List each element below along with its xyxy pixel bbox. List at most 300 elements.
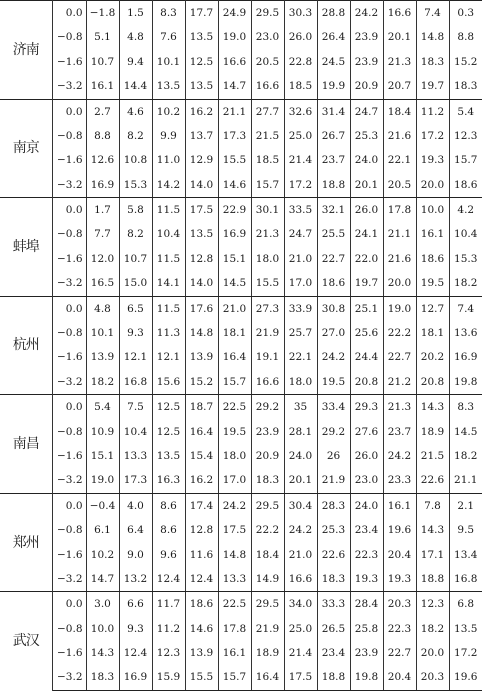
temperature-cell: 15.2 (449, 50, 482, 74)
temperature-cell: 15.1 (218, 247, 251, 271)
depth-label: −3.2 (52, 74, 86, 99)
temperature-cell: 24.4 (350, 345, 383, 369)
temperature-cell: 31.4 (317, 99, 350, 124)
temperature-cell: 8.2 (119, 124, 152, 148)
temperature-cell: 17.2 (449, 641, 482, 665)
table-row (0, 493, 482, 518)
table-body (0, 1, 482, 691)
temperature-cell: 16.6 (383, 1, 416, 26)
temperature-cell: 24.2 (284, 518, 317, 542)
table-row (0, 25, 482, 49)
temperature-cell: 21.5 (251, 124, 284, 148)
temperature-cell: 16.9 (119, 666, 152, 691)
temperature-cell: 28.8 (317, 1, 350, 26)
temperature-cell: 27.3 (251, 296, 284, 321)
temperature-cell: 17.2 (416, 124, 449, 148)
temperature-cell: 18.3 (317, 567, 350, 592)
depth-label: −1.6 (52, 543, 86, 567)
temperature-cell: 18.1 (416, 321, 449, 345)
temperature-cell: 12.5 (152, 395, 185, 420)
temperature-cell: 13.5 (152, 444, 185, 468)
temperature-cell: 18.7 (185, 395, 218, 420)
temperature-cell: 6.1 (86, 518, 119, 542)
temperature-cell: 11.5 (152, 296, 185, 321)
temperature-cell: 19.0 (86, 468, 119, 493)
table-row (0, 124, 482, 148)
temperature-cell: 13.4 (449, 543, 482, 567)
depth-label: 0.0 (52, 198, 86, 223)
temperature-cell: 20.4 (383, 543, 416, 567)
temperature-cell: 22.2 (383, 321, 416, 345)
temperature-cell: 15.5 (185, 666, 218, 691)
temperature-cell: 17.3 (119, 468, 152, 493)
temperature-cell: 12.3 (449, 124, 482, 148)
temperature-cell: 13.2 (119, 567, 152, 592)
depth-label: −1.6 (52, 148, 86, 172)
temperature-cell: 16.4 (251, 666, 284, 691)
temperature-cell: 29.5 (251, 1, 284, 26)
temperature-cell: 18.0 (218, 444, 251, 468)
temperature-cell: 16.6 (251, 74, 284, 99)
table-row (0, 198, 482, 223)
temperature-cell: 28.1 (284, 420, 317, 444)
temperature-cell: 16.3 (152, 468, 185, 493)
temperature-cell: 20.1 (284, 468, 317, 493)
temperature-cell: 30.3 (284, 1, 317, 26)
temperature-cell: 13.3 (119, 444, 152, 468)
temperature-cell: 15.7 (449, 148, 482, 172)
temperature-cell: 19.7 (350, 271, 383, 296)
temperature-cell: 15.9 (152, 666, 185, 691)
temperature-cell: 24.1 (350, 223, 383, 247)
temperature-cell: 27.7 (251, 99, 284, 124)
temperature-cell: 30.4 (284, 493, 317, 518)
depth-label: 0.0 (52, 395, 86, 420)
temperature-cell: 18.6 (416, 247, 449, 271)
temperature-cell: 18.2 (416, 617, 449, 641)
temperature-cell: 23.7 (383, 420, 416, 444)
temperature-cell: 15.5 (251, 271, 284, 296)
temperature-cell: 19.8 (350, 666, 383, 691)
temperature-cell: 10.7 (119, 247, 152, 271)
temperature-cell: 22.3 (350, 543, 383, 567)
temperature-cell: 25.6 (350, 321, 383, 345)
temperature-cell: 8.2 (119, 223, 152, 247)
temperature-cell: 5.1 (86, 25, 119, 49)
temperature-cell: 23.4 (317, 641, 350, 665)
temperature-cell: 7.6 (152, 25, 185, 49)
temperature-cell: 9.3 (119, 617, 152, 641)
temperature-cell: 4.0 (119, 493, 152, 518)
temperature-cell: 20.3 (383, 592, 416, 617)
temperature-cell: 18.4 (251, 543, 284, 567)
temperature-cell: 14.3 (416, 518, 449, 542)
temperature-cell: 10.8 (119, 148, 152, 172)
temperature-cell: 29.3 (350, 395, 383, 420)
temperature-cell: 30.8 (317, 296, 350, 321)
temperature-cell: 22.8 (284, 50, 317, 74)
temperature-cell: 19.9 (317, 74, 350, 99)
temperature-cell: 12.4 (152, 567, 185, 592)
temperature-cell: 9.6 (152, 543, 185, 567)
temperature-cell: 32.1 (317, 198, 350, 223)
temperature-cell: 14.3 (416, 395, 449, 420)
temperature-cell: 24.7 (284, 223, 317, 247)
temperature-cell: 15.3 (119, 173, 152, 198)
temperature-cell: 26 (317, 444, 350, 468)
temperature-cell: 15.5 (218, 148, 251, 172)
temperature-cell: 13.9 (185, 641, 218, 665)
depth-label: 0.0 (52, 1, 86, 26)
temperature-cell: 1.7 (86, 198, 119, 223)
temperature-cell: 23.3 (383, 468, 416, 493)
temperature-cell: 16.6 (251, 370, 284, 395)
temperature-cell: 25.5 (317, 223, 350, 247)
temperature-cell: 17.0 (218, 468, 251, 493)
table-row (0, 99, 482, 124)
depth-label: −1.6 (52, 444, 86, 468)
table-row (0, 395, 482, 420)
temperature-cell: 14.4 (119, 74, 152, 99)
temperature-cell: 19.5 (218, 420, 251, 444)
temperature-cell: 25.7 (284, 321, 317, 345)
temperature-cell: 18.3 (416, 50, 449, 74)
table-row (0, 247, 482, 271)
temperature-cell: 18.3 (251, 468, 284, 493)
temperature-cell: 26.0 (284, 25, 317, 49)
temperature-cell: 24.2 (383, 444, 416, 468)
temperature-cell: 9.0 (119, 543, 152, 567)
temperature-cell: 15.0 (119, 271, 152, 296)
temperature-cell: 35 (284, 395, 317, 420)
temperature-cell: 5.4 (449, 99, 482, 124)
temperature-cell: 10.0 (86, 617, 119, 641)
temperature-cell: 13.9 (185, 345, 218, 369)
table-row (0, 223, 482, 247)
temperature-cell: 12.3 (152, 641, 185, 665)
temperature-cell: 29.2 (251, 395, 284, 420)
temperature-cell: 12.9 (185, 148, 218, 172)
temperature-cell: 23.4 (350, 518, 383, 542)
temperature-cell: 24.9 (218, 1, 251, 26)
temperature-cell: 26.4 (317, 25, 350, 49)
temperature-cell: 12.0 (86, 247, 119, 271)
temperature-cell: 10.1 (86, 321, 119, 345)
temperature-cell: 6.5 (119, 296, 152, 321)
temperature-cell: 18.0 (251, 247, 284, 271)
temperature-cell: 20.5 (251, 50, 284, 74)
temperature-cell: 29.2 (317, 420, 350, 444)
temperature-cell: 16.2 (185, 468, 218, 493)
temperature-cell: 4.6 (119, 99, 152, 124)
table-row (0, 271, 482, 296)
city-name: 郑州 (0, 493, 52, 592)
temperature-cell: 23.7 (317, 148, 350, 172)
temperature-cell: 20.9 (251, 444, 284, 468)
depth-label: −0.8 (52, 420, 86, 444)
temperature-cell: 22.0 (350, 247, 383, 271)
city-name: 南京 (0, 99, 52, 198)
temperature-cell: 18.6 (317, 271, 350, 296)
temperature-cell: 4.8 (86, 296, 119, 321)
temperature-cell: 18.6 (449, 173, 482, 198)
temperature-cell: 18.3 (449, 74, 482, 99)
temperature-cell: 19.0 (383, 296, 416, 321)
table-row (0, 420, 482, 444)
temperature-cell: 14.8 (185, 321, 218, 345)
temperature-cell: 16.9 (218, 223, 251, 247)
temperature-cell: 22.9 (218, 198, 251, 223)
temperature-cell: 1.5 (119, 1, 152, 26)
temperature-cell: 18.5 (284, 74, 317, 99)
temperature-cell: 14.7 (86, 567, 119, 592)
temperature-cell: 12.4 (119, 641, 152, 665)
temperature-cell: 22.5 (218, 592, 251, 617)
temperature-cell: 21.3 (383, 50, 416, 74)
temperature-cell: 9.9 (152, 124, 185, 148)
temperature-cell: 10.4 (449, 223, 482, 247)
temperature-cell: 26.0 (350, 198, 383, 223)
temperature-cell: 17.5 (284, 666, 317, 691)
temperature-cell: 23.9 (251, 420, 284, 444)
depth-label: −1.6 (52, 247, 86, 271)
depth-label: −3.2 (52, 370, 86, 395)
temperature-cell: 13.6 (449, 321, 482, 345)
temperature-cell: 11.5 (152, 247, 185, 271)
temperature-cell: 15.3 (449, 247, 482, 271)
temperature-cell: 18.2 (449, 271, 482, 296)
temperature-cell: 15.7 (218, 370, 251, 395)
temperature-cell: 2.1 (449, 493, 482, 518)
temperature-cell: 24.2 (350, 1, 383, 26)
temperature-cell: 17.1 (416, 543, 449, 567)
temperature-cell: 12.7 (416, 296, 449, 321)
temperature-cell: 17.4 (185, 493, 218, 518)
temperature-cell: 19.3 (416, 148, 449, 172)
temperature-cell: 9.5 (449, 518, 482, 542)
temperature-cell: 14.9 (251, 567, 284, 592)
temperature-cell: 24.7 (350, 99, 383, 124)
temperature-cell: 18.4 (383, 99, 416, 124)
temperature-cell: 21.9 (251, 321, 284, 345)
city-name: 武汉 (0, 592, 52, 691)
temperature-cell: 21.9 (251, 617, 284, 641)
depth-label: −1.6 (52, 641, 86, 665)
temperature-cell: 23.0 (251, 25, 284, 49)
city-name: 济南 (0, 1, 52, 100)
temperature-cell: 25.3 (350, 124, 383, 148)
temperature-cell: 7.8 (416, 493, 449, 518)
depth-label: −3.2 (52, 666, 86, 691)
temperature-cell: 11.7 (152, 592, 185, 617)
temperature-cell: 33.4 (317, 395, 350, 420)
temperature-cell: 6.4 (119, 518, 152, 542)
temperature-cell: 19.6 (383, 518, 416, 542)
temperature-cell: 13.7 (185, 124, 218, 148)
temperature-cell: 4.8 (119, 25, 152, 49)
temperature-cell: 10.2 (86, 543, 119, 567)
depth-label: −0.8 (52, 223, 86, 247)
temperature-cell: 20.4 (383, 666, 416, 691)
temperature-cell: 7.5 (119, 395, 152, 420)
depth-label: −0.8 (52, 321, 86, 345)
temperature-cell: 17.6 (185, 296, 218, 321)
temperature-cell: 12.5 (152, 420, 185, 444)
temperature-cell: 16.1 (218, 641, 251, 665)
depth-label: −0.8 (52, 25, 86, 49)
temperature-cell: 19.5 (317, 370, 350, 395)
table-row (0, 617, 482, 641)
temperature-cell: 33.9 (284, 296, 317, 321)
temperature-cell: 29.5 (251, 493, 284, 518)
temperature-cell: 18.0 (284, 370, 317, 395)
temperature-cell: 19.7 (416, 74, 449, 99)
depth-label: −3.2 (52, 468, 86, 493)
table-row (0, 148, 482, 172)
temperature-cell: 6.6 (119, 592, 152, 617)
temperature-cell: 18.3 (86, 666, 119, 691)
temperature-cell: 19.1 (251, 345, 284, 369)
temperature-cell: 21.4 (284, 641, 317, 665)
temperature-cell: 14.0 (185, 173, 218, 198)
temperature-cell: 21.1 (383, 223, 416, 247)
temperature-cell: 20.8 (350, 370, 383, 395)
temperature-cell: 4.2 (449, 198, 482, 223)
temperature-cell: 19.5 (416, 271, 449, 296)
temperature-cell: 21.2 (383, 370, 416, 395)
table-row (0, 641, 482, 665)
temperature-cell: 17.5 (185, 198, 218, 223)
temperature-cell: 14.7 (218, 74, 251, 99)
temperature-cell: 16.4 (218, 345, 251, 369)
depth-label: 0.0 (52, 592, 86, 617)
temperature-cell: 11.5 (152, 198, 185, 223)
city-name: 杭州 (0, 296, 52, 395)
temperature-cell: 16.9 (449, 345, 482, 369)
temperature-cell: 16.8 (449, 567, 482, 592)
temperature-cell: 8.6 (152, 518, 185, 542)
table-row (0, 543, 482, 567)
temperature-cell: 14.8 (218, 543, 251, 567)
temperature-cell: 21.3 (251, 223, 284, 247)
temperature-cell: 25.1 (350, 296, 383, 321)
temperature-cell: 13.5 (152, 74, 185, 99)
temperature-cell: 17.3 (218, 124, 251, 148)
temperature-cell: 19.0 (218, 25, 251, 49)
temperature-cell: 20.1 (383, 25, 416, 49)
temperature-cell: 19.6 (449, 666, 482, 691)
temperature-cell: 32.6 (284, 99, 317, 124)
temperature-cell: 16.2 (185, 99, 218, 124)
temperature-cell: 12.1 (152, 345, 185, 369)
temperature-cell: 16.1 (86, 74, 119, 99)
temperature-cell: 8.3 (152, 1, 185, 26)
temperature-cell: 22.1 (383, 148, 416, 172)
temperature-cell: 24.5 (317, 50, 350, 74)
temperature-cell: 10.7 (86, 50, 119, 74)
temperature-cell: 13.5 (449, 617, 482, 641)
temperature-cell: 22.1 (284, 345, 317, 369)
temperature-cell: 22.3 (383, 617, 416, 641)
temperature-cell: 23.0 (350, 468, 383, 493)
temperature-cell: 12.5 (185, 50, 218, 74)
temperature-cell: 20.9 (350, 74, 383, 99)
temperature-cell: 21.0 (284, 247, 317, 271)
temperature-cell: 22.6 (317, 543, 350, 567)
depth-label: −0.8 (52, 617, 86, 641)
temperature-cell: 20.3 (416, 666, 449, 691)
temperature-cell: 12.1 (119, 345, 152, 369)
temperature-cell: 21.6 (383, 124, 416, 148)
temperature-cell: 18.6 (185, 592, 218, 617)
temperature-cell: 18.2 (86, 370, 119, 395)
temperature-cell: 8.8 (86, 124, 119, 148)
temperature-cell: 24.2 (218, 493, 251, 518)
temperature-cell: 2.7 (86, 99, 119, 124)
temperature-cell: 16.5 (86, 271, 119, 296)
temperature-cell: 18.1 (218, 321, 251, 345)
temperature-cell: 16.1 (383, 493, 416, 518)
temperature-cell: 22.7 (317, 247, 350, 271)
temperature-cell: 8.3 (449, 395, 482, 420)
temperature-cell: 13.3 (218, 567, 251, 592)
temperature-cell: 17.2 (284, 173, 317, 198)
temperature-cell: 7.7 (86, 223, 119, 247)
temperature-cell: 33.3 (317, 592, 350, 617)
temperature-cell: 15.7 (218, 666, 251, 691)
depth-label: 0.0 (52, 493, 86, 518)
temperature-cell: 25.3 (317, 518, 350, 542)
temperature-cell: 18.9 (251, 641, 284, 665)
temperature-cell: 14.6 (185, 617, 218, 641)
temperature-cell: 14.1 (152, 271, 185, 296)
temperature-cell: 17.8 (218, 617, 251, 641)
temperature-cell: 11.0 (152, 148, 185, 172)
temperature-cell: 14.5 (218, 271, 251, 296)
temperature-cell: 23.9 (350, 641, 383, 665)
temperature-cell: 24.0 (350, 148, 383, 172)
temperature-cell: 22.6 (416, 468, 449, 493)
temperature-cell: 33.5 (284, 198, 317, 223)
temperature-cell: −1.8 (86, 1, 119, 26)
depth-label: −1.6 (52, 345, 86, 369)
table-row (0, 173, 482, 198)
temperature-cell: 13.9 (86, 345, 119, 369)
temperature-cell: 7.4 (416, 1, 449, 26)
table-row (0, 50, 482, 74)
table-row (0, 567, 482, 592)
temperature-cell: 21.5 (416, 444, 449, 468)
temperature-cell: 23.9 (350, 50, 383, 74)
temperature-cell: 13.5 (185, 25, 218, 49)
temperature-cell: 21.9 (317, 468, 350, 493)
temperature-cell: 5.8 (119, 198, 152, 223)
depth-label: 0.0 (52, 99, 86, 124)
temperature-cell: 20.0 (416, 173, 449, 198)
temperature-cell: 18.8 (317, 173, 350, 198)
temperature-cell: 16.1 (416, 223, 449, 247)
temperature-cell: 12.6 (86, 148, 119, 172)
temperature-cell: 11.2 (152, 617, 185, 641)
temperature-cell: 20.7 (383, 74, 416, 99)
temperature-cell: 3.0 (86, 592, 119, 617)
depth-label: −3.2 (52, 173, 86, 198)
temperature-cell: 10.0 (416, 198, 449, 223)
temperature-cell: 12.4 (185, 567, 218, 592)
city-name: 南昌 (0, 395, 52, 494)
temperature-cell: 15.7 (251, 173, 284, 198)
temperature-cell: 16.9 (86, 173, 119, 198)
